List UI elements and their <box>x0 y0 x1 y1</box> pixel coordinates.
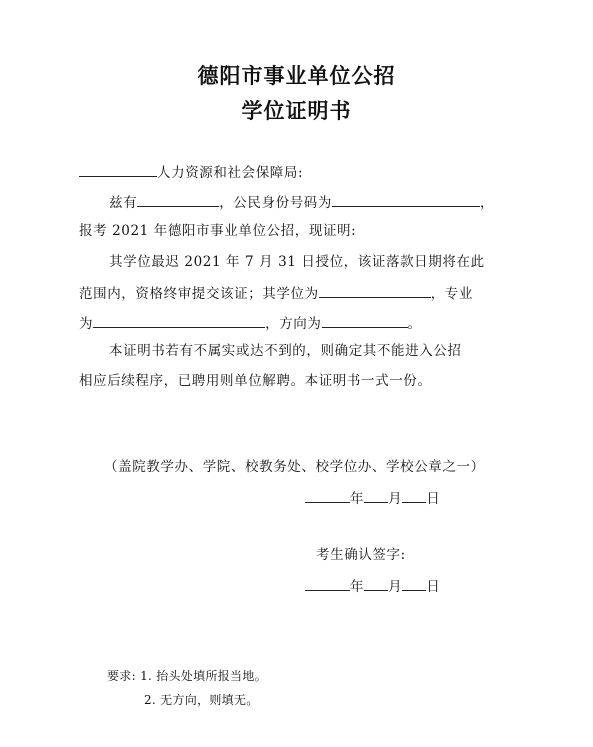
degree-line3-end: 。 <box>407 316 422 332</box>
seal-day-label: 日 <box>426 491 441 507</box>
intro-middle: ，公民身份号码为 <box>219 195 333 211</box>
candidate-month-blank[interactable] <box>364 576 388 591</box>
degree-line-3 <box>79 313 422 333</box>
statement-line-2: 相应后续程序，已聘用则单位解聘。本证明书一式一份。 <box>79 373 432 389</box>
addressee-line <box>79 162 303 182</box>
seal-day-blank[interactable] <box>402 488 426 503</box>
seal-month-label: 月 <box>388 491 403 507</box>
degree-line3-prefix: 为 <box>79 316 94 332</box>
requirements-label: 要求: <box>107 669 136 683</box>
addressee-blank[interactable] <box>79 162 157 177</box>
degree-blank[interactable] <box>319 283 431 298</box>
candidate-date-line <box>305 576 440 596</box>
candidate-year-label: 年 <box>350 579 365 595</box>
candidate-day-label: 日 <box>426 579 441 595</box>
name-blank[interactable] <box>137 192 219 207</box>
candidate-signature-label: 考生确认签字: <box>316 547 406 563</box>
seal-date-line <box>305 488 440 508</box>
document-title-line2: 学位证明书 <box>241 98 352 123</box>
intro-end: ， <box>480 195 495 211</box>
degree-line3-middle: ，方向为 <box>265 316 322 332</box>
major-blank[interactable] <box>93 313 265 328</box>
degree-line2-prefix: 范围内，资格终审提交该证；其学位为 <box>79 286 319 302</box>
statement-line-1: 本证明书若有不属实或达不到的，则确定其不能进入公招 <box>109 343 462 359</box>
degree-line2-suffix: ，专业 <box>430 286 474 302</box>
requirement-item-1: 1. 抬头处填所报当地。 <box>140 669 267 683</box>
candidate-year-blank[interactable] <box>305 576 350 591</box>
seal-month-blank[interactable] <box>364 488 388 503</box>
intro-line <box>109 192 494 212</box>
direction-blank[interactable] <box>322 313 408 328</box>
requirement-item-2: 2. 无方向，则填无。 <box>144 693 259 707</box>
seal-note: （盖院教学办、学院、校教务处、校学位办、学校公章之一） <box>104 459 485 475</box>
seal-year-label: 年 <box>350 491 365 507</box>
document-title-line1: 德阳市事业单位公招 <box>197 63 396 88</box>
addressee-text: 人力资源和社会保障局: <box>157 165 304 181</box>
degree-line-1: 其学位最迟 2021 年 7 月 31 日授位，该证落款日期将在此 <box>109 254 485 270</box>
degree-line-2 <box>79 283 473 303</box>
requirements-line-1 <box>107 668 267 684</box>
seal-year-blank[interactable] <box>305 488 350 503</box>
candidate-day-blank[interactable] <box>402 576 426 591</box>
intro-prefix: 兹有 <box>109 195 138 211</box>
candidate-month-label: 月 <box>388 579 403 595</box>
intro-line-2: 报考 2021 年德阳市事业单位公招，现证明: <box>79 223 357 239</box>
id-number-blank[interactable] <box>332 192 480 207</box>
